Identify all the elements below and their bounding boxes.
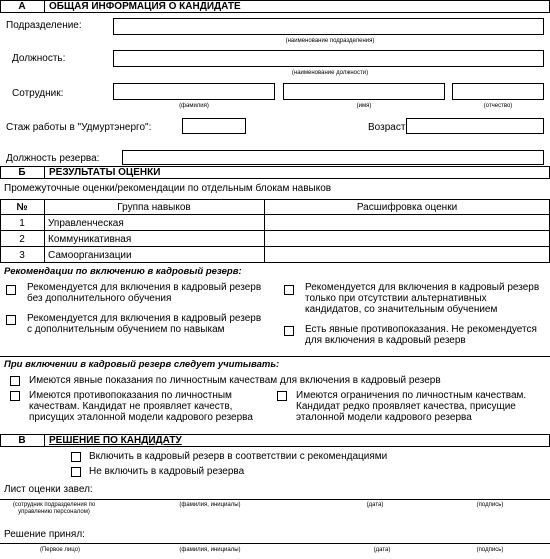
consider-title: При включении в кадровый резерв следует учитывать: (4, 359, 280, 370)
consider-checkbox[interactable] (10, 376, 20, 386)
recommendation-text: Рекомендуется для включения в кадровый резерв только при отсутствии альтернативных кандидатов, со значительным обучением (305, 282, 540, 315)
age-label: Возраст (368, 122, 406, 133)
name-field[interactable] (283, 83, 445, 100)
sheet-name-hint: (фамилия, инициалы) (179, 502, 241, 508)
age-field[interactable] (406, 118, 544, 134)
consider-text: Имеются ограничения по личностным качествам. Кандидат редко проявляет качества, присущие эталонной модели кадрового резерва (296, 390, 527, 423)
include-checkbox[interactable] (71, 452, 81, 462)
table-row-group: Самоорганизации (48, 250, 132, 261)
position-field[interactable] (113, 50, 544, 67)
subdivision-hint: (наименование подразделения) (285, 38, 375, 44)
reserve-position-field[interactable] (122, 150, 544, 165)
table-header-group: Группа навыков (117, 202, 191, 213)
consider-text: Имеются явные показания по личностным качествам для включения в кадровый резерв (29, 375, 441, 386)
employee-label: Сотрудник: (12, 88, 64, 99)
subdivision-field[interactable] (113, 18, 544, 35)
consider-checkbox[interactable] (277, 391, 287, 401)
section-b-title: РЕЗУЛЬТАТЫ ОЦЕНКИ (49, 167, 161, 178)
sheet-signature-line[interactable] (0, 499, 550, 500)
recommendation-checkbox[interactable] (6, 315, 16, 325)
recommendation-checkbox[interactable] (6, 285, 16, 295)
position-label: Должность: (12, 53, 66, 64)
table-row-group: Коммуникативная (48, 234, 132, 245)
sheet-date-hint: (дата) (366, 502, 384, 508)
exclude-option: Не включить в кадровый резерва (89, 466, 245, 477)
recommendation-checkbox[interactable] (284, 326, 294, 336)
decision-signature-line[interactable] (0, 543, 550, 544)
recommendation-text: Рекомендуется для включения в кадровый резерв без дополнительного обучения (27, 282, 262, 304)
first-person-hint: (Первое лицо) (39, 547, 80, 553)
name-hint: (имя) (356, 103, 372, 109)
include-option: Включить в кадровый резерв в соответствии с рекомендациями (89, 451, 388, 462)
sheet-signature-hint: (подпись) (476, 502, 504, 508)
section-c-letter: В (18, 435, 26, 446)
recommendation-checkbox[interactable] (284, 285, 294, 295)
table-row-num: 3 (19, 250, 25, 261)
decision-signature-hint: (подпись) (476, 547, 504, 553)
recommendations-title: Рекомендации по включению в кадровый резерв: (4, 266, 242, 277)
consider-checkbox[interactable] (10, 391, 20, 401)
experience-field[interactable] (182, 118, 246, 134)
subdivision-label: Подразделение: (6, 20, 82, 31)
table-header-num: № (16, 202, 28, 213)
table-row-num: 2 (19, 234, 25, 245)
decision-label: Решение принял: (4, 529, 85, 540)
consider-text: Имеются противопоказания по личностным качествам. Кандидат не проявляет качеств, присущих эталонной модели кадрового резерва (29, 390, 253, 423)
section-a-letter: А (18, 1, 26, 12)
table-row-group: Управленческая (48, 218, 124, 229)
experience-label: Стаж работы в "Удмуртэнерго": (6, 122, 152, 133)
surname-hint: (фамилия) (179, 103, 209, 109)
surname-field[interactable] (113, 83, 275, 100)
patronymic-hint: (отчество) (483, 103, 513, 109)
section-c-title: РЕШЕНИЕ ПО КАНДИДАТУ (49, 435, 182, 446)
sheet-label: Лист оценки завел: (4, 484, 93, 495)
decision-date-hint: (дата) (373, 547, 391, 553)
intermediate-label: Промежуточные оценки/рекомендации по отдельным блокам навыков (4, 183, 332, 194)
recommendation-text: Есть явные противопоказания. Не рекомендуется для включения в кадровый резерв (305, 324, 537, 346)
position-hint: (наименование должности) (291, 70, 369, 76)
recommendation-text: Рекомендуется для включения в кадровый резерв с дополнительным обучением по навыкам (27, 313, 262, 335)
reserve-position-label: Должность резерва: (6, 153, 100, 164)
section-b-letter: Б (18, 167, 26, 178)
table-row-num: 1 (19, 218, 25, 229)
exclude-checkbox[interactable] (71, 467, 81, 477)
patronymic-field[interactable] (452, 83, 544, 100)
sheet-who-hint: (сотрудник подразделения по управлению персоналом) (12, 502, 96, 515)
decision-name-hint: (фамилия, инициалы) (179, 547, 241, 553)
section-a-title: ОБЩАЯ ИНФОРМАЦИЯ О КАНДИДАТЕ (49, 1, 241, 12)
table-header-decoding: Расшифровка оценки (356, 202, 458, 213)
